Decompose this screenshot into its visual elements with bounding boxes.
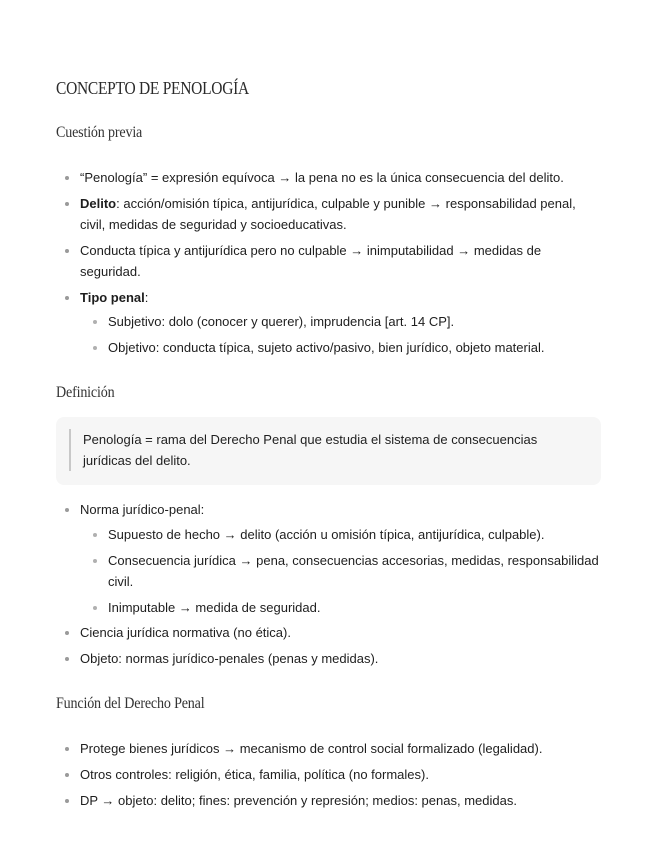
- list-item: Delito: acción/omisión típica, antijurídica, culpable y punible → responsabilidad penal, civil, medidas de seguridad y socioeducativas.: [56, 193, 601, 235]
- funcion-list: [56, 738, 601, 816]
- list-item: Protege bienes jurídicos → mecanismo de control social formalizado (legalidad).: [56, 738, 601, 759]
- cuestion-previa-list: [56, 167, 601, 313]
- sub-list-item: Objetivo: conducta típica, sujeto activo/pasivo, bien jurídico, objeto material.: [80, 337, 601, 358]
- sub-list-item: Supuesto de hecho → delito (acción u omisión típica, antijurídica, culpable).: [80, 524, 601, 545]
- sub-list-item: Inimputable → medida de seguridad.: [80, 597, 601, 618]
- list-item-tipo-penal: Tipo penal:: [56, 287, 601, 308]
- list-item: Objeto: normas jurídico-penales (penas y medidas).: [56, 648, 601, 669]
- section-heading-definicion: Definición: [56, 384, 115, 401]
- sub-list-item: Consecuencia jurídica → pena, consecuencias accesorias, medidas, responsabilidad civil.: [80, 550, 601, 592]
- list-item: DP → objeto: delito; fines: prevención y represión; medios: penas, medidas.: [56, 790, 601, 811]
- definition-text: Penología = rama del Derecho Penal que estudia el sistema de consecuencias jurídicas del delito.: [83, 432, 538, 468]
- definicion-list-bottom: [56, 622, 601, 674]
- list-item-norma: Norma jurídico-penal:: [56, 499, 601, 520]
- list-item: Otros controles: religión, ética, familia, política (no formales).: [56, 764, 601, 785]
- quote-bar: [69, 429, 71, 471]
- list-item: Conducta típica y antijurídica pero no culpable → inimputabilidad → medidas de seguridad.: [56, 240, 601, 282]
- page-title: CONCEPTO DE PENOLOGÍA: [56, 78, 249, 98]
- section-heading-funcion: Función del Derecho Penal: [56, 695, 205, 712]
- norma-sublist: [56, 524, 601, 623]
- sub-list-item: Subjetivo: dolo (conocer y querer), imprudencia [art. 14 CP].: [80, 311, 601, 332]
- list-item: “Penología” = expresión equívoca → la pena no es la única consecuencia del delito.: [56, 167, 601, 188]
- tipo-penal-sublist: [56, 311, 601, 363]
- list-item: Ciencia jurídica normativa (no ética).: [56, 622, 601, 643]
- definition-blockquote: [56, 417, 601, 485]
- section-heading-cuestion-previa: Cuestión previa: [56, 124, 143, 141]
- definicion-list-top: [56, 499, 601, 525]
